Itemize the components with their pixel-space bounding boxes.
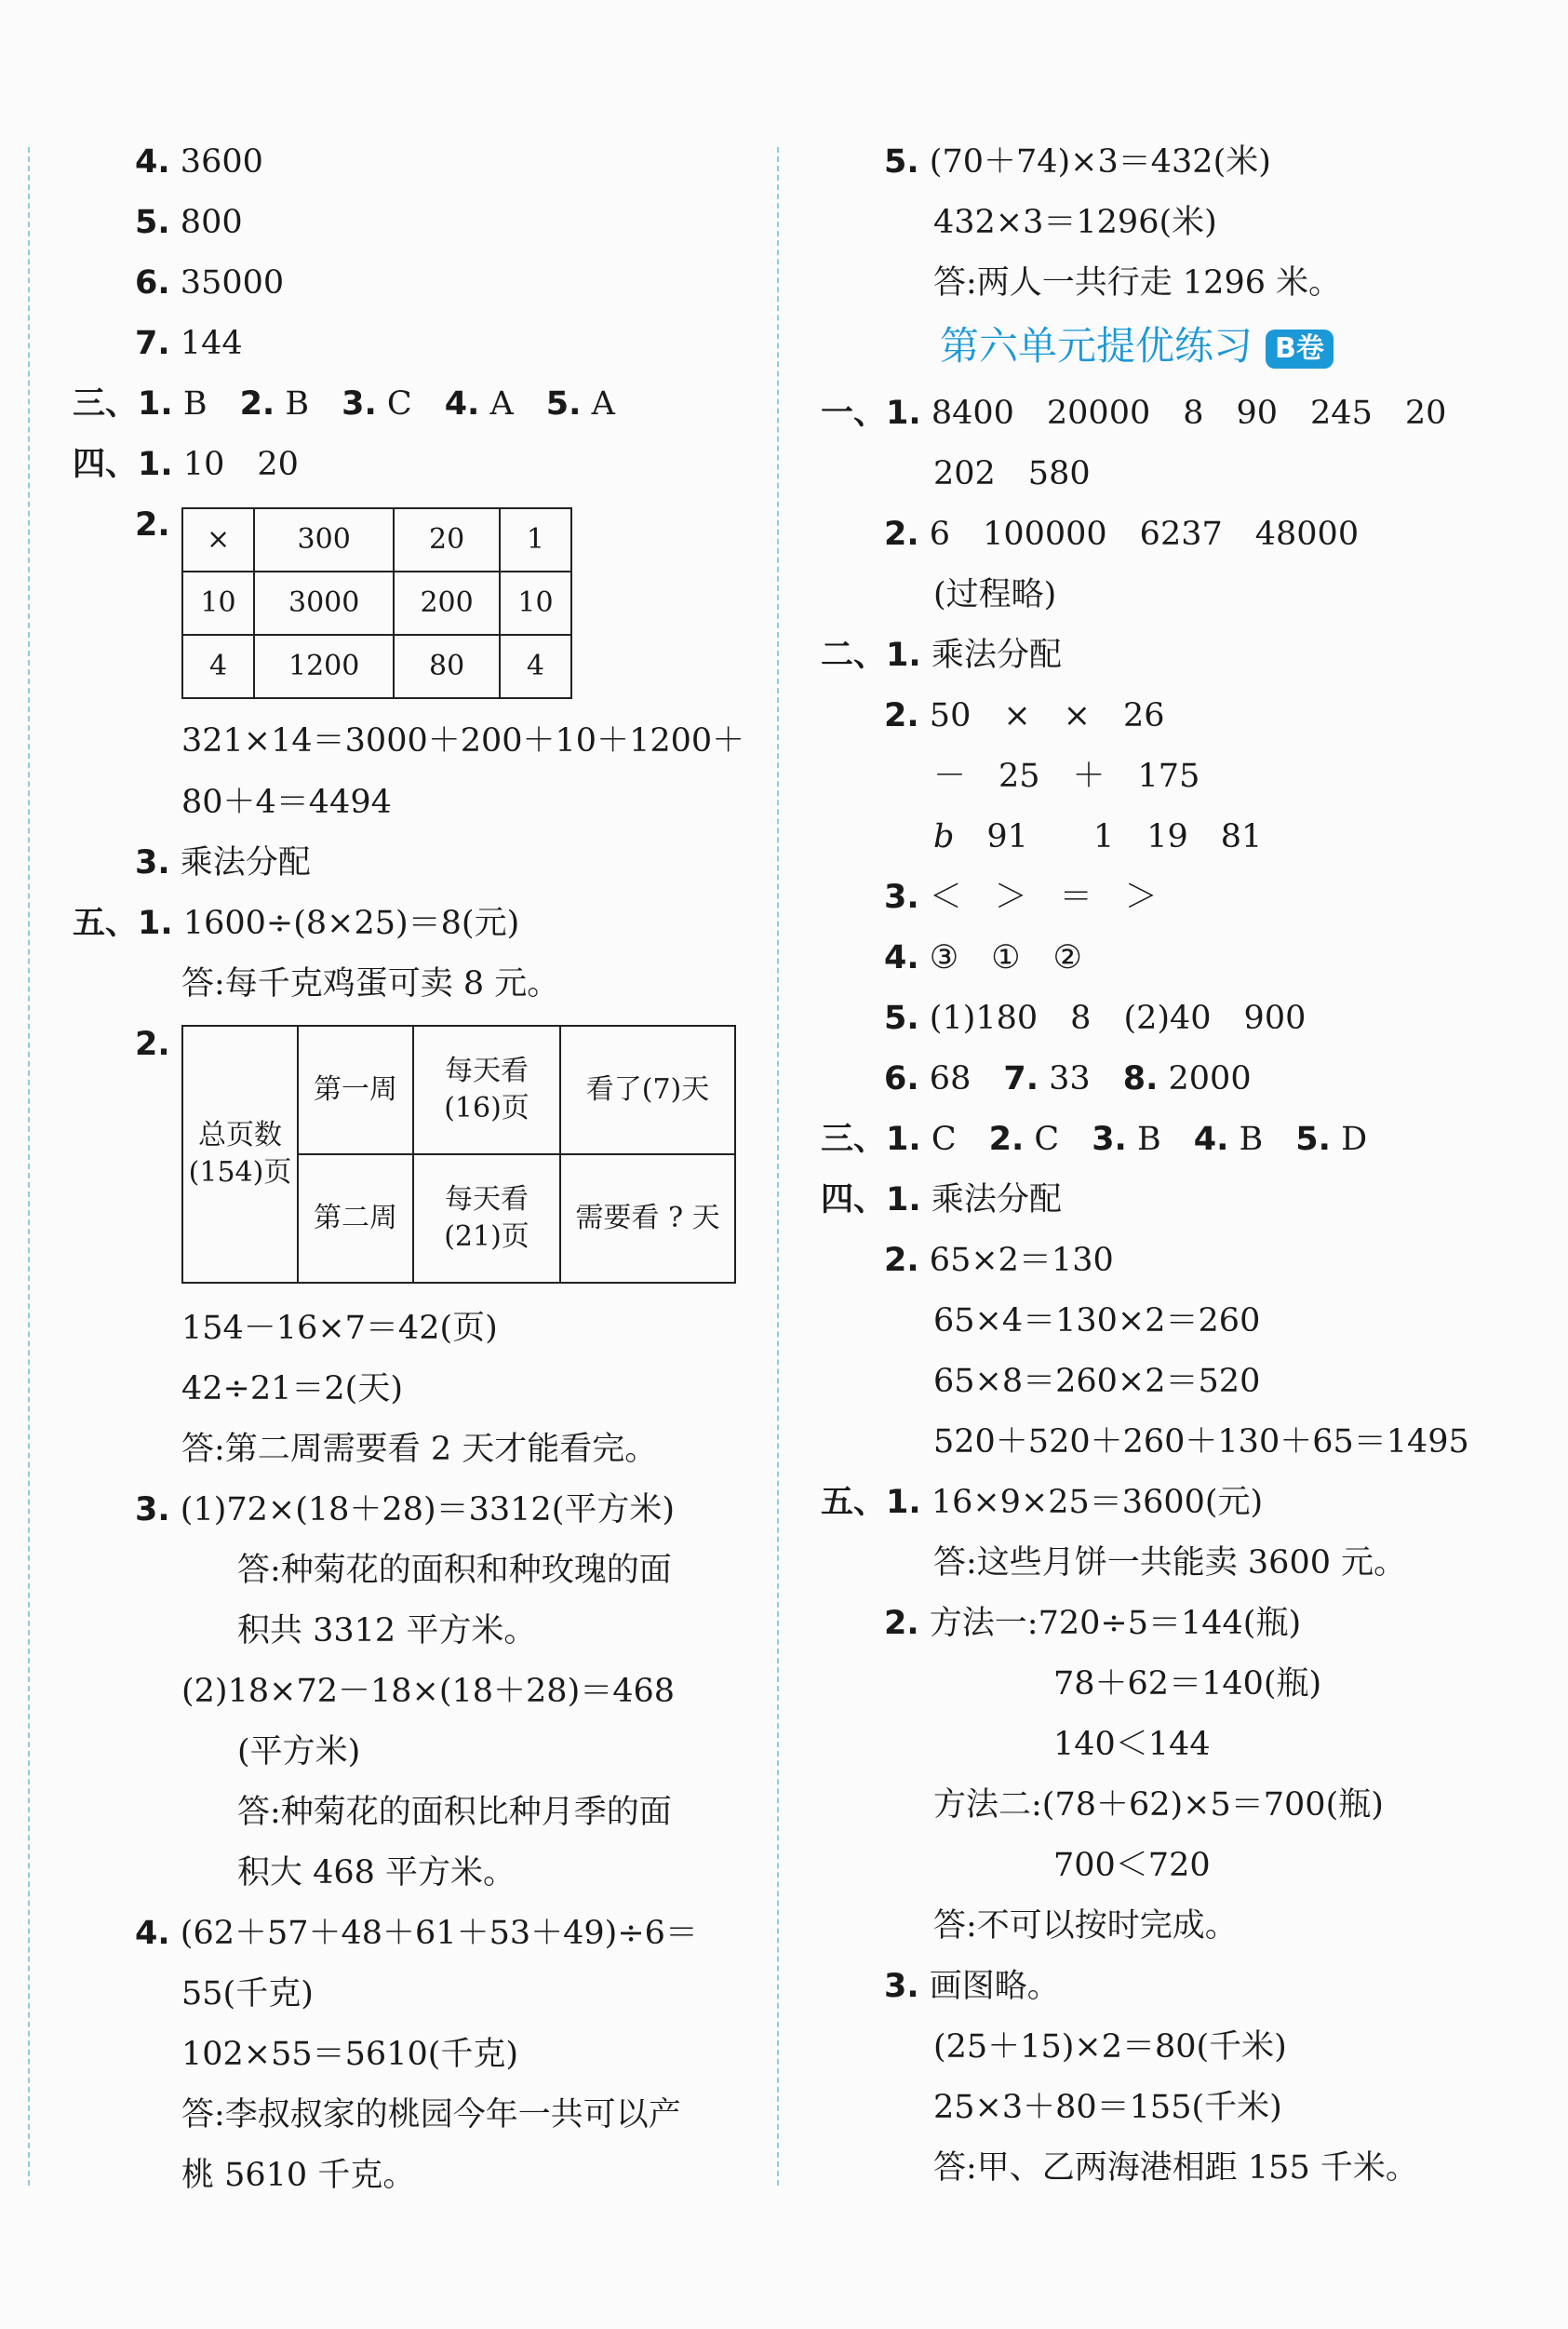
r-section-1-item-2: 2. 6 100000 6237 48000 xyxy=(884,516,1360,553)
grid-cell: × xyxy=(182,508,254,572)
text-line: (平方米) xyxy=(237,1733,361,1770)
section-3-answers: 三、1. B 2. B 3. C 4. A 5. A xyxy=(73,385,615,423)
unit-title: 第六单元提优练习 B卷 xyxy=(940,318,1333,374)
grid-cell: 200 xyxy=(394,572,500,635)
text-line: (过程略) xyxy=(933,576,1057,613)
section-4-item-1: 四、1. 10 20 xyxy=(73,446,299,483)
r-section-2-item-1: 二、1. 乘法分配 xyxy=(821,637,1062,674)
grid-cell: 10 xyxy=(182,572,254,635)
section-4-item-2-num: 2. xyxy=(135,506,170,544)
reading-plan-table xyxy=(181,1025,736,1284)
r-section-1-item-1: 一、1. 8400 20000 8 90 245 20 xyxy=(821,395,1447,432)
grid-cell: 3000 xyxy=(254,572,394,635)
left-margin-line xyxy=(28,147,30,2186)
grid-cell: 4 xyxy=(500,635,571,698)
text-line: － 25 ＋ 175 xyxy=(933,758,1200,795)
text-line: 桃 5610 千克。 xyxy=(181,2157,416,2194)
volume-badge: B卷 xyxy=(1266,330,1333,369)
r-section-5-item-2: 2. 方法一:720÷5＝144(瓶) xyxy=(884,1605,1302,1642)
r-section-2-item-3: 3. ＜ ＞ ＝ ＞ xyxy=(884,879,1158,916)
grid-cell: 1200 xyxy=(254,635,394,698)
r-section-5-item-1: 五、1. 16×9×25＝3600(元) xyxy=(821,1484,1264,1521)
r-section-2-item-4: 4. ③ ① ② xyxy=(884,939,1082,976)
week1-cell: 第一周 xyxy=(298,1026,413,1154)
text-line: 积共 3312 平方米。 xyxy=(237,1612,537,1649)
text-line: 答:每千克鸡蛋可卖 8 元。 xyxy=(181,965,560,1003)
grid-cell: 1 xyxy=(500,508,571,572)
grid-cell: 20 xyxy=(394,508,500,572)
text-line: 答:不可以按时完成。 xyxy=(933,1907,1238,1945)
section-5-item-1: 五、1. 1600÷(8×25)＝8(元) xyxy=(73,905,520,942)
week1-daily-cell: 每天看 (16)页 xyxy=(413,1026,560,1154)
week2-days-cell: 需要看 ? 天 xyxy=(560,1154,735,1283)
text-line: 700＜720 xyxy=(1053,1847,1211,1884)
text-line: 42÷21＝2(天) xyxy=(181,1370,403,1407)
text-line: 102×55＝5610(千克) xyxy=(181,2036,519,2073)
text-line: 方法二:(78＋62)×5＝700(瓶) xyxy=(933,1786,1384,1824)
item-r5: 5. (70＋74)×3＝432(米) xyxy=(884,143,1271,181)
text-line: 140＜144 xyxy=(1053,1726,1211,1763)
text-line: 432×3＝1296(米) xyxy=(933,204,1217,241)
r-section-4-item-1: 四、1. 乘法分配 xyxy=(821,1181,1062,1218)
week2-daily-cell: 每天看 (21)页 xyxy=(413,1154,560,1283)
section-5-item-3: 3. (1)72×(18＋28)＝3312(平方米) xyxy=(135,1491,676,1528)
text-line: 答:两人一共行走 1296 米。 xyxy=(933,264,1342,302)
section-5-item-2-num: 2. xyxy=(135,1026,170,1063)
text-line: 78＋62＝140(瓶) xyxy=(1053,1665,1322,1703)
text-line: b 91 1 19 81 xyxy=(933,818,1263,855)
column-divider xyxy=(777,147,779,2186)
grid-cell: 300 xyxy=(254,508,394,572)
week2-cell: 第二周 xyxy=(298,1154,413,1283)
multiplication-grid-table xyxy=(181,507,572,699)
r-section-3-answers: 三、1. C 2. C 3. B 4. B 5. D xyxy=(821,1121,1368,1158)
text-line: 202 580 xyxy=(933,455,1091,492)
section-5-item-4: 4. (62＋57＋48＋61＋53＋49)÷6＝ xyxy=(135,1915,698,1952)
text-line: 答:李叔叔家的桃园今年一共可以产 xyxy=(181,2096,681,2134)
text-line: 65×8＝260×2＝520 xyxy=(933,1363,1261,1400)
text-line: 55(千克) xyxy=(181,1975,314,2013)
item-l4: 4. 3600 xyxy=(135,143,263,181)
grid-cell: 4 xyxy=(182,635,254,698)
grid-cell: 80 xyxy=(394,635,500,698)
item-l6: 6. 35000 xyxy=(135,264,285,302)
r-section-2-item-2: 2. 50 × × 26 xyxy=(884,697,1165,734)
r-section-2-item-5: 5. (1)180 8 (2)40 900 xyxy=(884,1000,1307,1037)
text-line: (25＋15)×2＝80(千米) xyxy=(933,2028,1287,2066)
text-line: 321×14＝3000＋200＋10＋1200＋ xyxy=(181,722,745,760)
text-line: 答:甲、乙两海港相距 155 千米。 xyxy=(933,2149,1418,2187)
text-line: 答:种菊花的面积比种月季的面 xyxy=(237,1794,672,1831)
text-line: (2)18×72－18×(18＋28)＝468 xyxy=(181,1673,676,1710)
text-line: 答:这些月饼一共能卖 3600 元。 xyxy=(933,1544,1407,1582)
total-pages-cell: 总页数 (154)页 xyxy=(182,1026,298,1283)
text-line: 520＋520＋260＋130＋65＝1495 xyxy=(933,1423,1469,1461)
grid-cell: 10 xyxy=(500,572,571,635)
text-line: 25×3＋80＝155(千米) xyxy=(933,2089,1282,2126)
text-line: 答:第二周需要看 2 天才能看完。 xyxy=(181,1431,658,1468)
week1-days-cell: 看了(7)天 xyxy=(560,1026,735,1154)
text-line: 65×4＝130×2＝260 xyxy=(933,1302,1261,1340)
section-4-item-3: 3. 乘法分配 xyxy=(135,844,311,882)
r-section-5-item-3: 3. 画图略。 xyxy=(884,1968,1060,2005)
r-section-2-items-6-8: 6. 68 7. 33 8. 2000 xyxy=(884,1060,1252,1097)
r-section-4-item-2: 2. 65×2＝130 xyxy=(884,1242,1114,1279)
item-l5: 5. 800 xyxy=(135,204,243,241)
text-line: 154－16×7＝42(页) xyxy=(181,1310,498,1347)
text-line: 答:种菊花的面积和种玫瑰的面 xyxy=(237,1552,672,1589)
text-line: 积大 468 平方米。 xyxy=(237,1854,516,1891)
item-l7: 7. 144 xyxy=(135,325,243,362)
text-line: 80＋4＝4494 xyxy=(181,784,392,821)
